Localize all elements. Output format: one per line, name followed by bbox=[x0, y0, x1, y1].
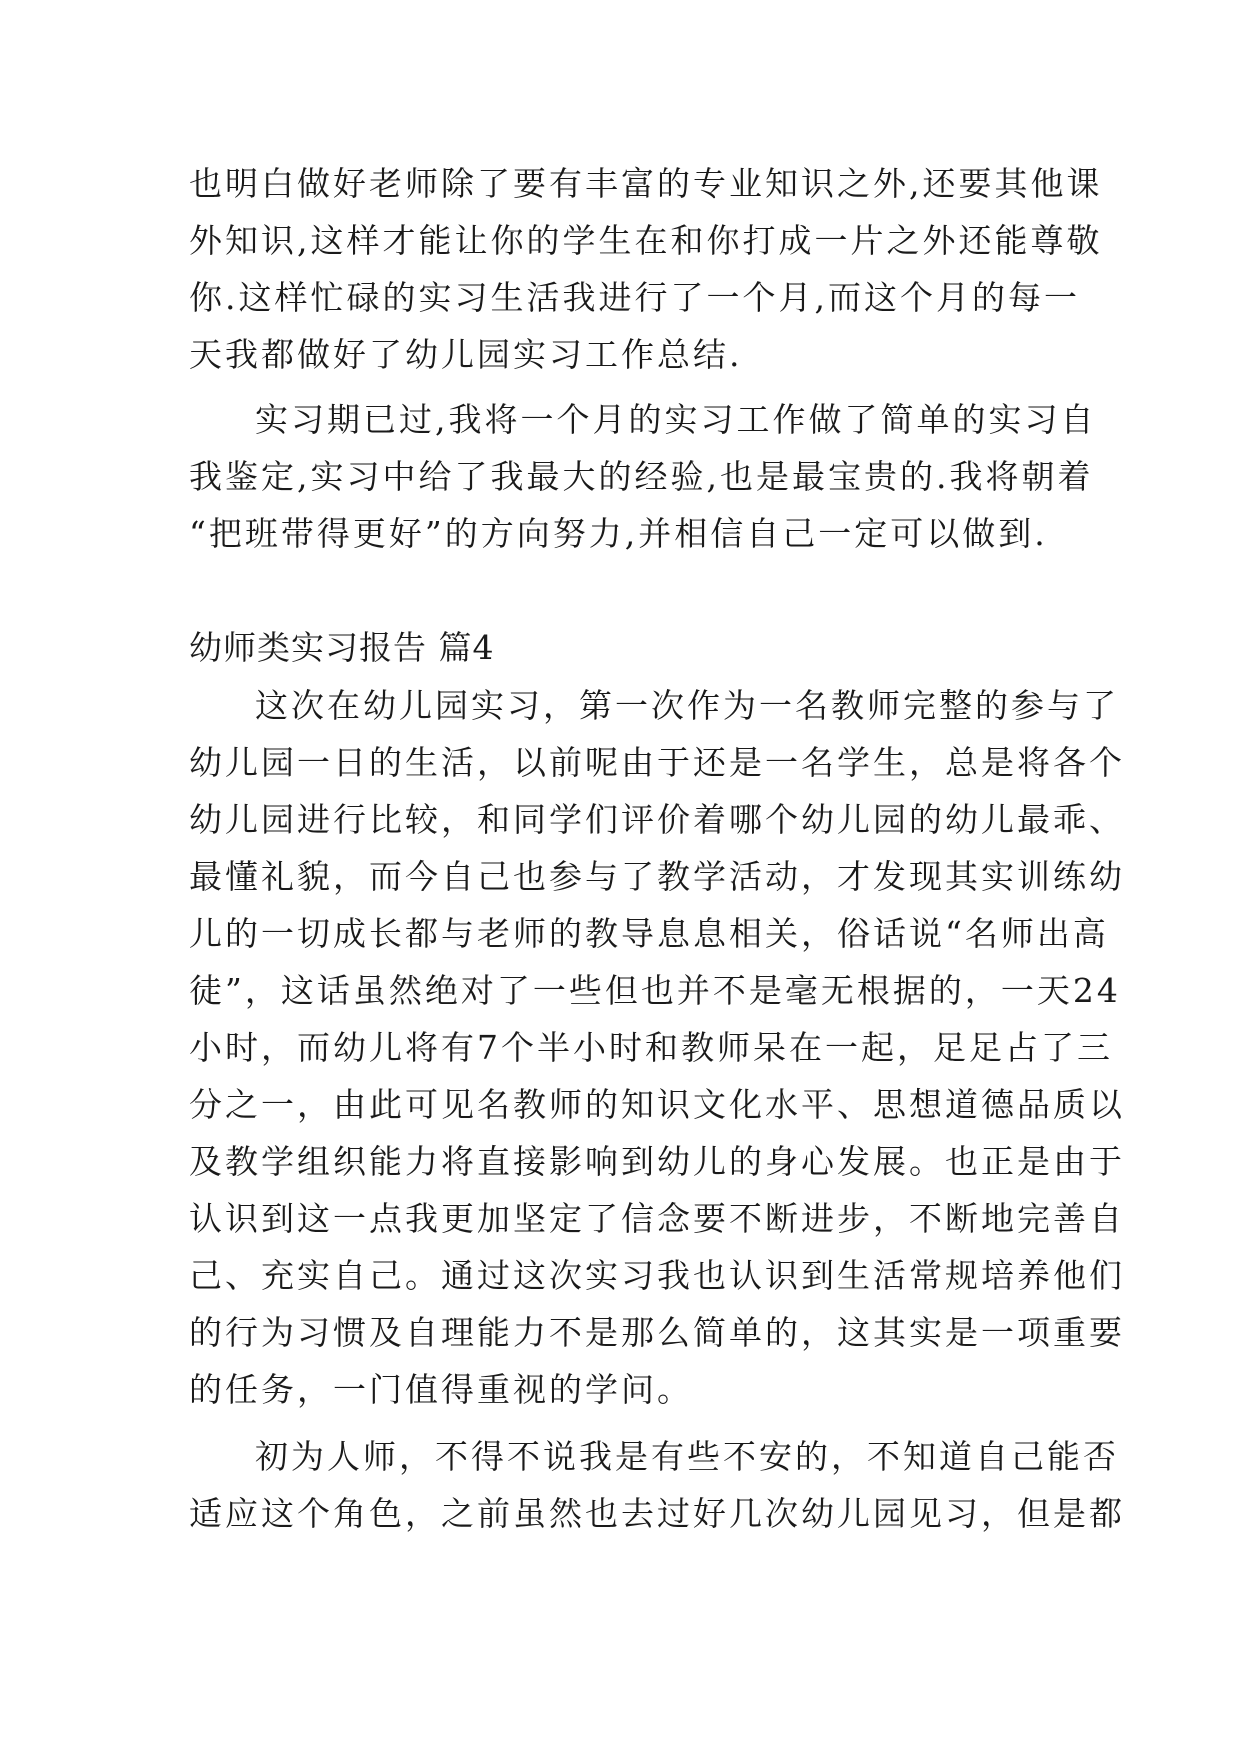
text-line: 实习期已过,我将一个月的实习工作做了简单的实习自 bbox=[255, 400, 1097, 439]
text-line: 己、充实自己。通过这次实习我也认识到生活常规培养他们 bbox=[189, 1256, 1125, 1295]
text-line: 也明白做好老师除了要有丰富的专业知识之外,还要其他课 bbox=[189, 164, 1103, 203]
text-line: 幼儿园一日的生活，以前呢由于还是一名学生，总是将各个 bbox=[189, 743, 1125, 782]
text-line: “把班带得更好”的方向努力,并相信自己一定可以做到. bbox=[189, 514, 1048, 553]
text-line: 幼儿园进行比较，和同学们评价着哪个幼儿园的幼儿最乖、 bbox=[189, 800, 1125, 839]
text-line: 小时，而幼儿将有7个半小时和教师呆在一起，足足占了三 bbox=[189, 1028, 1113, 1067]
text-line: 你.这样忙碌的实习生活我进行了一个月,而这个月的每一 bbox=[189, 278, 1080, 317]
text-line: 这次在幼儿园实习，第一次作为一名教师完整的参与了 bbox=[255, 686, 1119, 725]
text-line: 认识到这一点我更加坚定了信念要不断进步，不断地完善自 bbox=[189, 1199, 1125, 1238]
text-line: 初为人师，不得不说我是有些不安的，不知道自己能否 bbox=[255, 1437, 1119, 1476]
section-heading: 幼师类实习报告 篇4 bbox=[189, 628, 495, 667]
text-line: 天我都做好了幼儿园实习工作总结. bbox=[189, 335, 743, 374]
text-line: 适应这个角色，之前虽然也去过好几次幼儿园见习，但是都 bbox=[189, 1494, 1125, 1533]
text-line: 外知识,这样才能让你的学生在和你打成一片之外还能尊敬 bbox=[189, 221, 1103, 260]
text-line: 及教学组织能力将直接影响到幼儿的身心发展。也正是由于 bbox=[189, 1142, 1125, 1181]
text-line: 最懂礼貌，而今自己也参与了教学活动，才发现其实训练幼 bbox=[189, 857, 1125, 896]
text-line: 我鉴定,实习中给了我最大的经验,也是最宝贵的.我将朝着 bbox=[189, 457, 1094, 496]
text-line: 的行为习惯及自理能力不是那么简单的，这其实是一项重要 bbox=[189, 1313, 1125, 1352]
text-line: 的任务，一门值得重视的学问。 bbox=[189, 1370, 693, 1409]
text-line: 分之一，由此可见名教师的知识文化水平、思想道德品质以 bbox=[189, 1085, 1125, 1124]
text-line: 徒”，这话虽然绝对了一些但也并不是毫无根据的，一天24 bbox=[189, 971, 1121, 1010]
text-line: 儿的一切成长都与老师的教导息息相关，俗话说“名师出高 bbox=[189, 914, 1109, 953]
